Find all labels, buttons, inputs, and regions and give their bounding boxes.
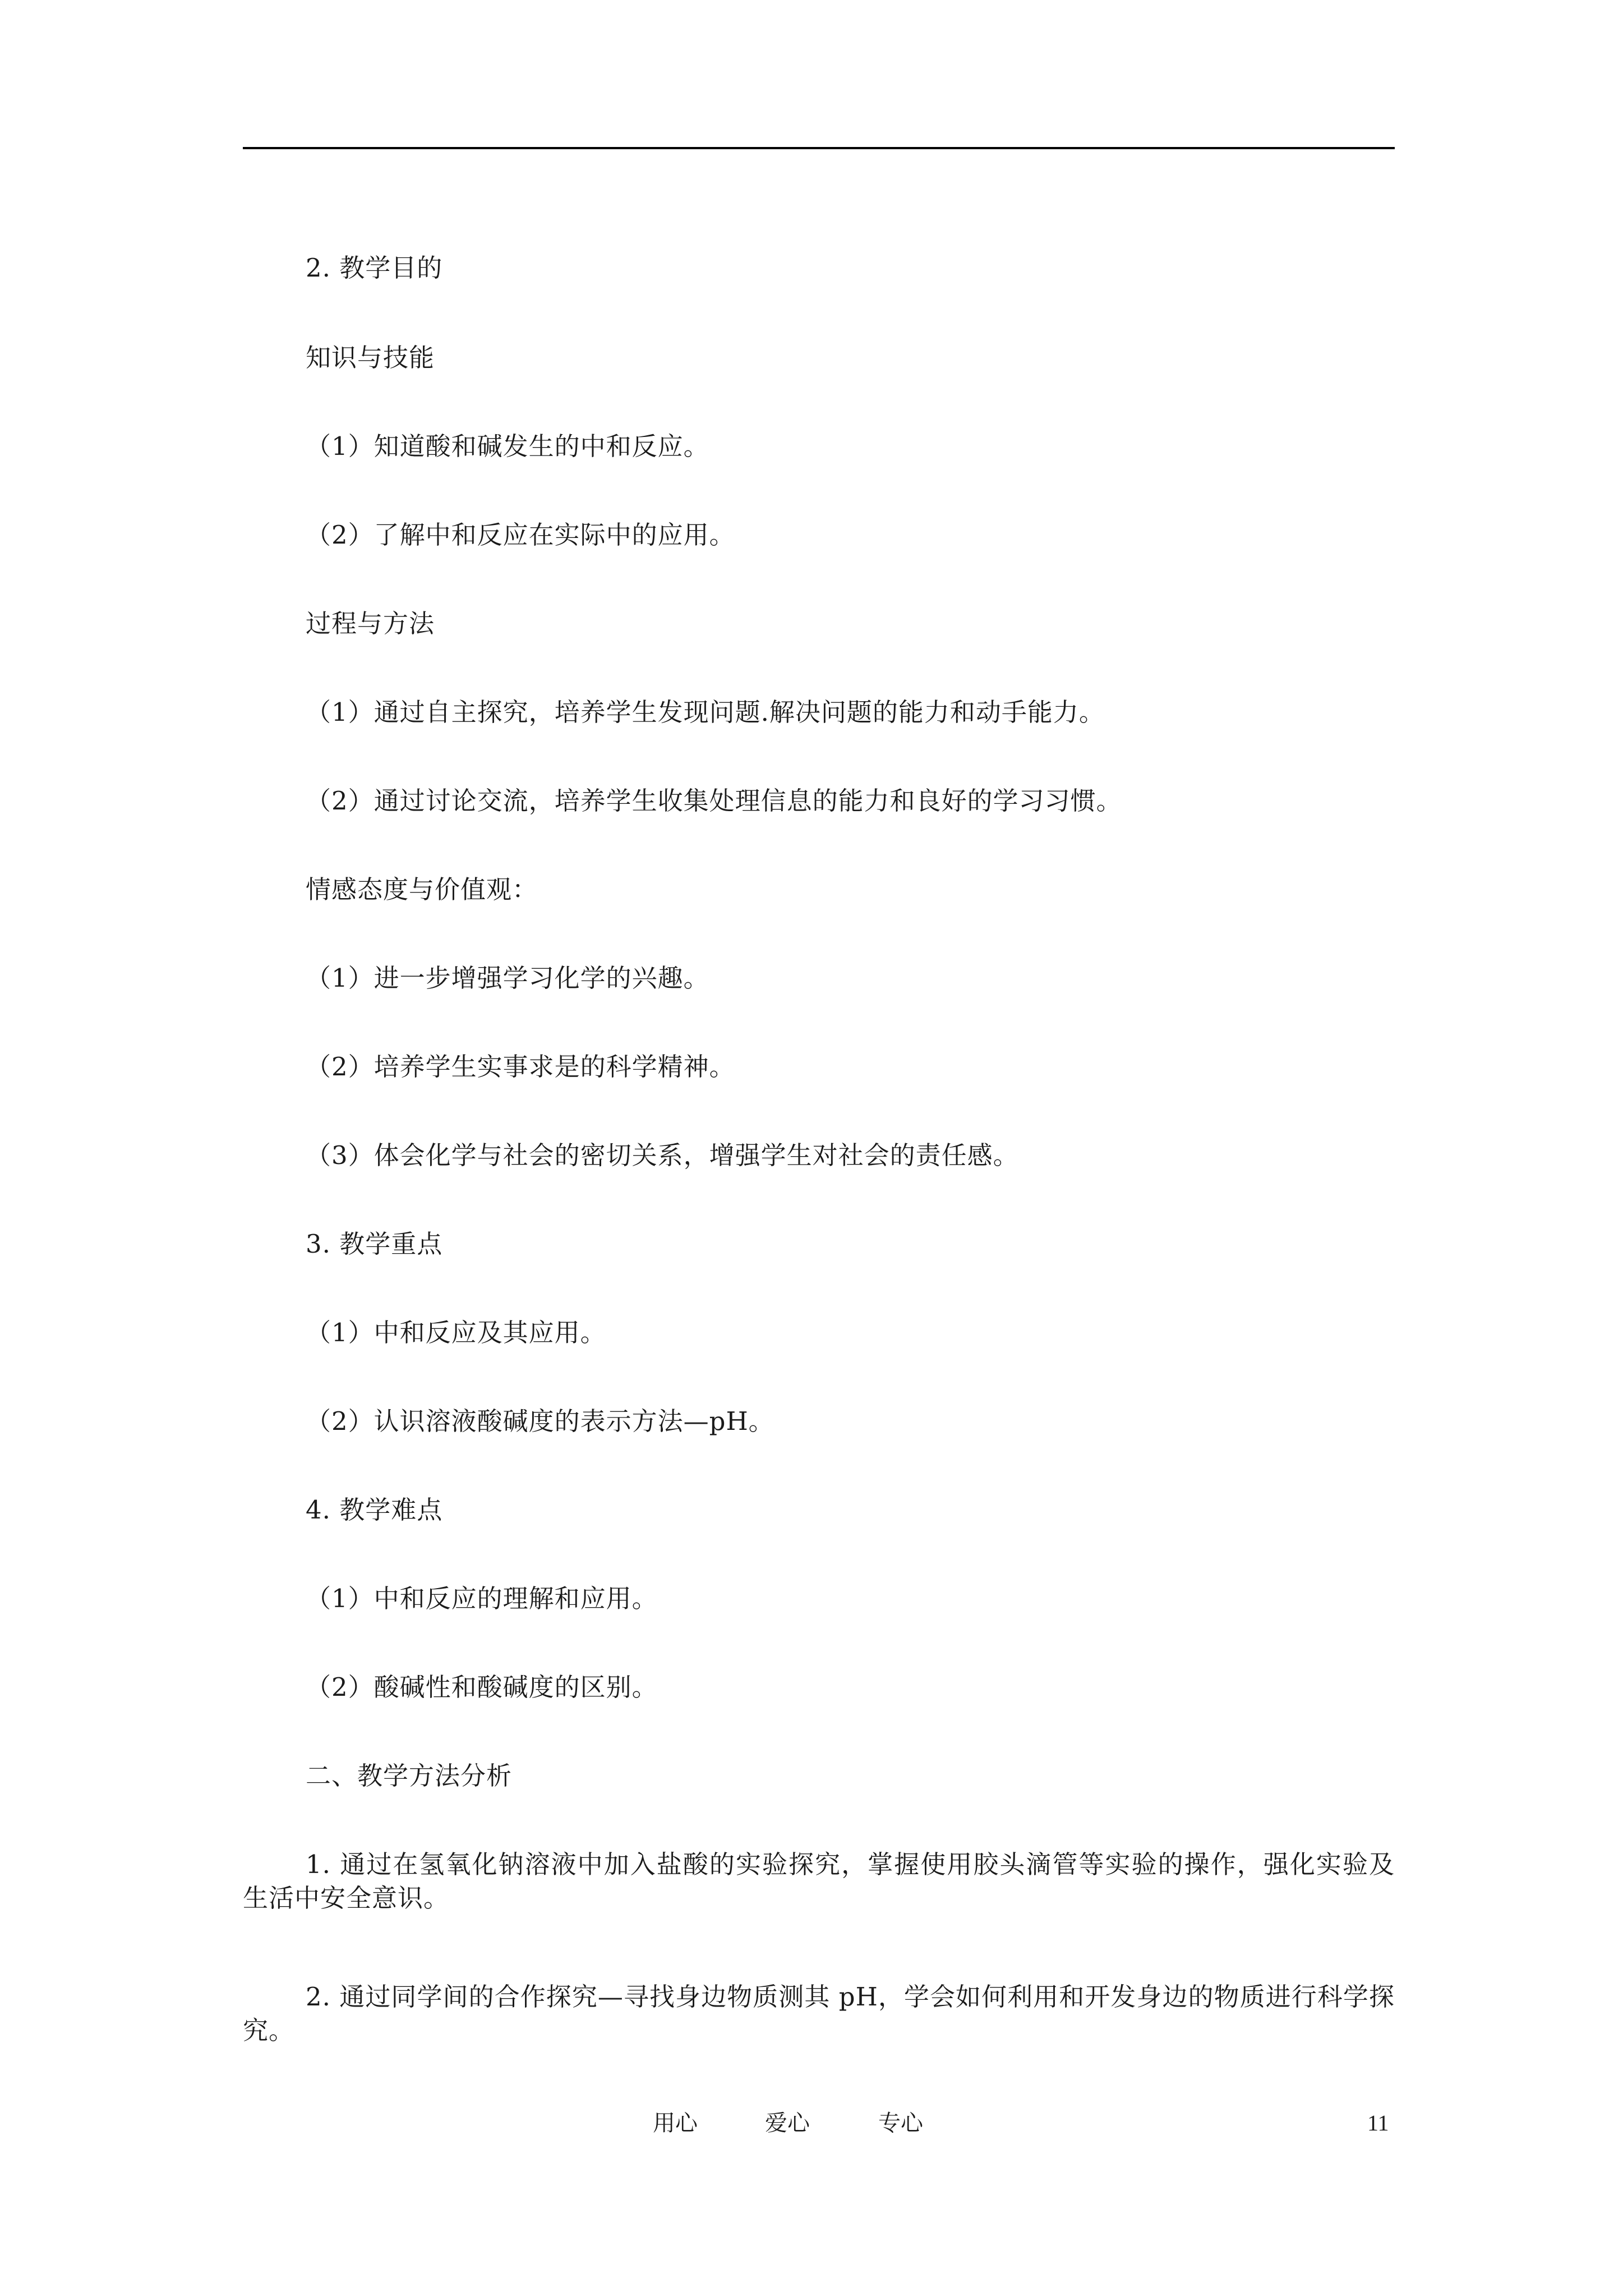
subheading-process-methods: 过程与方法 xyxy=(306,609,435,638)
page-number: 11 xyxy=(1367,2110,1389,2136)
subheading-attitude-values: 情感态度与价值观： xyxy=(306,875,538,904)
list-item: （1）中和反应的理解和应用。 xyxy=(306,1584,658,1613)
list-item: （2）通过讨论交流，培养学生收集处理信息的能力和良好的学习习惯。 xyxy=(306,786,1122,816)
list-item: （1）进一步增强学习化学的兴趣。 xyxy=(306,963,709,993)
list-item: （2）酸碱性和酸碱度的区别。 xyxy=(306,1672,658,1702)
subheading-knowledge-skills: 知识与技能 xyxy=(306,343,435,372)
method-paragraph: 2. 通过同学间的合作探究—寻找身边物质测其 pH，学会如何利用和开发身边的物质进行科学探究。 xyxy=(243,1982,1395,2045)
list-item: （1）知道酸和碱发生的中和反应。 xyxy=(306,431,709,461)
header-rule xyxy=(243,147,1395,149)
section-heading-teaching-objectives: 2. 教学目的 xyxy=(306,253,443,283)
footer-word: 专心 xyxy=(878,2110,923,2136)
footer-word: 用心 xyxy=(653,2110,698,2136)
list-item: （3）体会化学与社会的密切关系，增强学生对社会的责任感。 xyxy=(306,1140,1019,1170)
section-heading-teaching-methods: 二、教学方法分析 xyxy=(306,1761,513,1791)
section-heading-difficulties: 4. 教学难点 xyxy=(306,1495,443,1525)
method-paragraph: 1. 通过在氢氧化钠溶液中加入盐酸的实验探究，掌握使用胶头滴管等实验的操作，强化实验及生活中安全意识。 xyxy=(243,1849,1395,1913)
list-item: （2）了解中和反应在实际中的应用。 xyxy=(306,520,735,550)
list-item: （2）认识溶液酸碱度的表示方法—pH。 xyxy=(306,1406,774,1436)
list-item: （1）中和反应及其应用。 xyxy=(306,1318,606,1347)
section-heading-key-points: 3. 教学重点 xyxy=(306,1229,443,1259)
list-item: （2）培养学生实事求是的科学精神。 xyxy=(306,1052,735,1082)
footer-word: 爱心 xyxy=(765,2110,810,2136)
list-item: （1）通过自主探究，培养学生发现问题.解决问题的能力和动手能力。 xyxy=(306,697,1105,727)
